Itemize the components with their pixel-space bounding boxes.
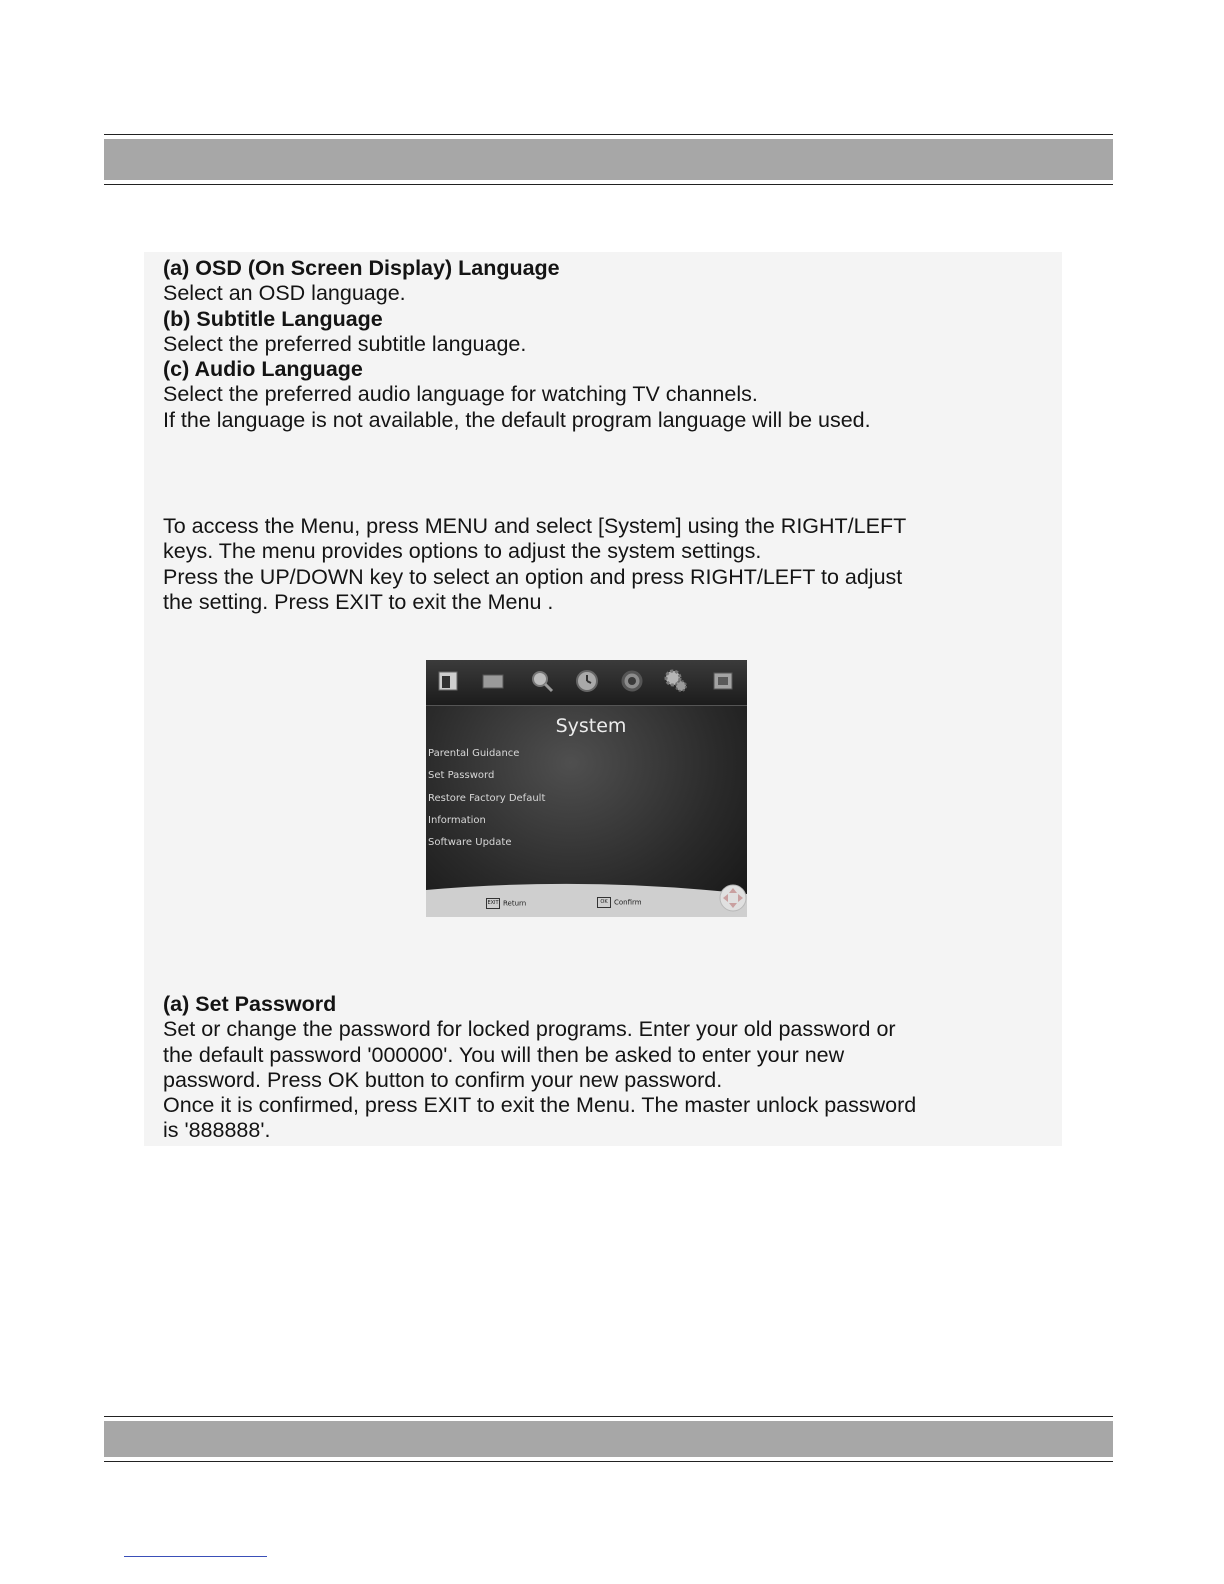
system-intro (163, 514, 1043, 615)
return-label: Return (503, 899, 527, 908)
footer-link-underline (124, 1556, 267, 1557)
tv-icon-bar (426, 660, 747, 706)
system-gear-icon (663, 668, 689, 694)
clock-icon (574, 668, 600, 694)
search-icon (529, 668, 555, 694)
system-intro-line: the setting. Press EXIT to exit the Menu . (163, 589, 554, 614)
nav-pad-icon (720, 885, 746, 911)
tv-return-hint (486, 898, 526, 909)
header-rule-bottom (104, 184, 1113, 185)
tv-menu-item-restore-factory-default: Restore Factory Default (428, 792, 546, 804)
system-menu-screenshot (426, 660, 747, 917)
language-section (163, 256, 1043, 433)
tv-menu-list (428, 746, 545, 857)
display-icon (480, 668, 506, 694)
picture-icon (436, 668, 462, 694)
subtitle-language-heading: (b) Subtitle Language (163, 306, 383, 331)
audio-language-fallback-text: If the language is not available, the default program language will be used. (163, 407, 871, 432)
audio-language-text: Select the preferred audio language for watching TV channels. (163, 382, 758, 407)
exit-key-icon: EXIT (486, 898, 500, 909)
tv-confirm-hint (597, 897, 642, 908)
footer-rule-top (104, 1416, 1113, 1417)
tv-menu-item-set-password: Set Password (428, 770, 495, 782)
set-password-section (163, 992, 1043, 1144)
ok-key-icon: OK (597, 897, 611, 908)
system-intro-line: keys. The menu provides options to adjust the system settings. (163, 539, 762, 564)
set-password-line: password. Press OK button to confirm your new password. (163, 1067, 723, 1092)
header-rule-top (104, 134, 1113, 135)
set-password-line: the default password '000000'. You will then be asked to enter your new (163, 1042, 845, 1067)
osd-language-text: Select an OSD language. (163, 281, 406, 306)
audio-language-heading: (c) Audio Language (163, 357, 363, 382)
system-intro-line: To access the Menu, press MENU and select [System] using the RIGHT/LEFT (163, 514, 907, 538)
tv-menu-title: System (555, 715, 627, 737)
options-icon (619, 668, 645, 694)
tv-menu-item-software-update: Software Update (428, 837, 512, 849)
set-password-line: is '888888'. (163, 1118, 271, 1143)
footer-rule-bottom (104, 1461, 1113, 1462)
set-password-line: Set or change the password for locked programs. Enter your old password or (163, 1017, 896, 1042)
tv-menu-item-information: Information (428, 814, 486, 826)
osd-language-heading: (a) OSD (On Screen Display) Language (163, 256, 560, 280)
header-band (104, 139, 1113, 180)
subtitle-language-text: Select the preferred subtitle language. (163, 331, 527, 356)
tv-footer-bar (426, 880, 747, 917)
set-password-line: Once it is confirmed, press EXIT to exit the Menu. The master unlock password (163, 1093, 917, 1118)
set-password-heading: (a) Set Password (163, 992, 337, 1016)
tv-menu-item-parental-guidance: Parental Guidance (428, 748, 520, 759)
system-intro-line: Press the UP/DOWN key to select an option and press RIGHT/LEFT to adjust (163, 564, 903, 589)
confirm-label: Confirm (614, 898, 642, 907)
footer-band (104, 1421, 1113, 1457)
usb-icon (710, 668, 736, 694)
